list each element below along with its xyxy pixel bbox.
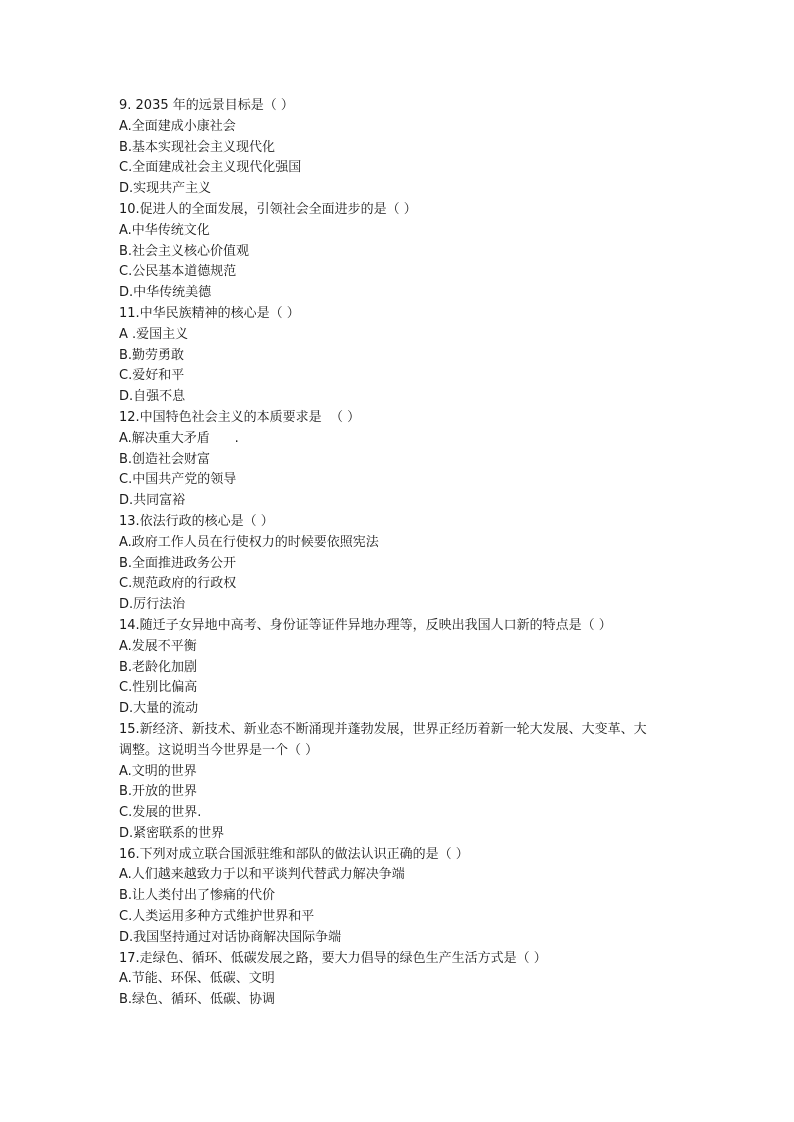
option-b: B.全面推进政务公开 — [119, 555, 237, 571]
option-a: A.发展不平衡 — [119, 638, 197, 654]
option-d: D.厉行法治 — [119, 597, 186, 613]
option-a: A.人们越来越致力于以和平谈判代替武力解决争端 — [119, 867, 405, 883]
question-stem: 9. 2035 年的远景目标是（ ） — [119, 98, 294, 113]
option-c: C.性别比偏高 — [119, 680, 198, 696]
question-stem: 10.促进人的全面发展，引领社会全面进步的是（ ） — [119, 201, 417, 217]
option-a: A.政府工作人员在行使权力的时候要依照宪法 — [119, 534, 379, 550]
option-c: C.规范政府的行政权 — [119, 576, 237, 592]
option-c: C.中国共产党的领导 — [119, 472, 237, 488]
option-b: B.让人类付出了惨痛的代价 — [119, 888, 276, 904]
option-b: B.创造社会财富 — [119, 451, 211, 467]
option-a: A .爱国主义 — [119, 326, 189, 342]
option-b: B.绿色、循环、低碳、协调 — [119, 992, 276, 1008]
question-stem: 17.走绿色、循环、低碳发展之路，要大力倡导的绿色生产生活方式是（ ） — [119, 950, 547, 966]
option-b: B.老龄化加剧 — [119, 659, 198, 675]
option-d: D.共同富裕 — [119, 493, 186, 509]
option-b: B.勤劳勇敢 — [119, 347, 185, 363]
option-d: D.紧密联系的世界 — [119, 825, 225, 841]
option-b: B.开放的世界 — [119, 784, 198, 800]
question-stem: 13.依法行政的核心是（ ） — [119, 513, 274, 529]
option-c: C.全面建成社会主义现代化强国 — [119, 160, 302, 176]
option-a: A.节能、环保、低碳、文明 — [119, 971, 275, 987]
option-d: D.我国坚持通过对话协商解决国际争端 — [119, 929, 342, 945]
option-d: D.自强不息 — [119, 389, 186, 405]
question-stem: 16.下列对成立联合国派驻维和部队的做法认识正确的是（ ） — [119, 846, 469, 862]
option-a: A.解决重大矛盾 . — [119, 430, 239, 446]
option-d: D.大量的流动 — [119, 701, 199, 717]
option-d: D.实现共产主义 — [119, 181, 212, 197]
option-c: C.发展的世界. — [119, 805, 202, 821]
option-c: C.爱好和平 — [119, 368, 185, 384]
question-stem: 11.中华民族精神的核心是（ ） — [119, 305, 300, 321]
question-stem: 15.新经济、新技术、新业态不断涌现并蓬勃发展，世界正经历着新一轮大发展、大变革、大 — [119, 721, 647, 737]
question-list — [119, 96, 689, 1011]
option-b: B.基本实现社会主义现代化 — [119, 139, 276, 155]
option-b: B.社会主义核心价值观 — [119, 243, 250, 259]
question-stem-continued: 调整。这说明当今世界是一个（ ） — [119, 742, 319, 758]
option-c: C.公民基本道德规范 — [119, 264, 237, 280]
option-a: A.全面建成小康社会 — [119, 118, 236, 134]
question-stem: 14.随迁子女异地中高考、身份证等证件异地办理等，反映出我国人口新的特点是（ ） — [119, 617, 612, 633]
option-a: A.文明的世界 — [119, 763, 197, 779]
question-stem: 12.中国特色社会主义的本质要求是 （ ） — [119, 409, 361, 425]
option-c: C.人类运用多种方式维护世界和平 — [119, 909, 315, 925]
option-a: A.中华传统文化 — [119, 222, 210, 238]
option-d: D.中华传统美德 — [119, 285, 212, 301]
